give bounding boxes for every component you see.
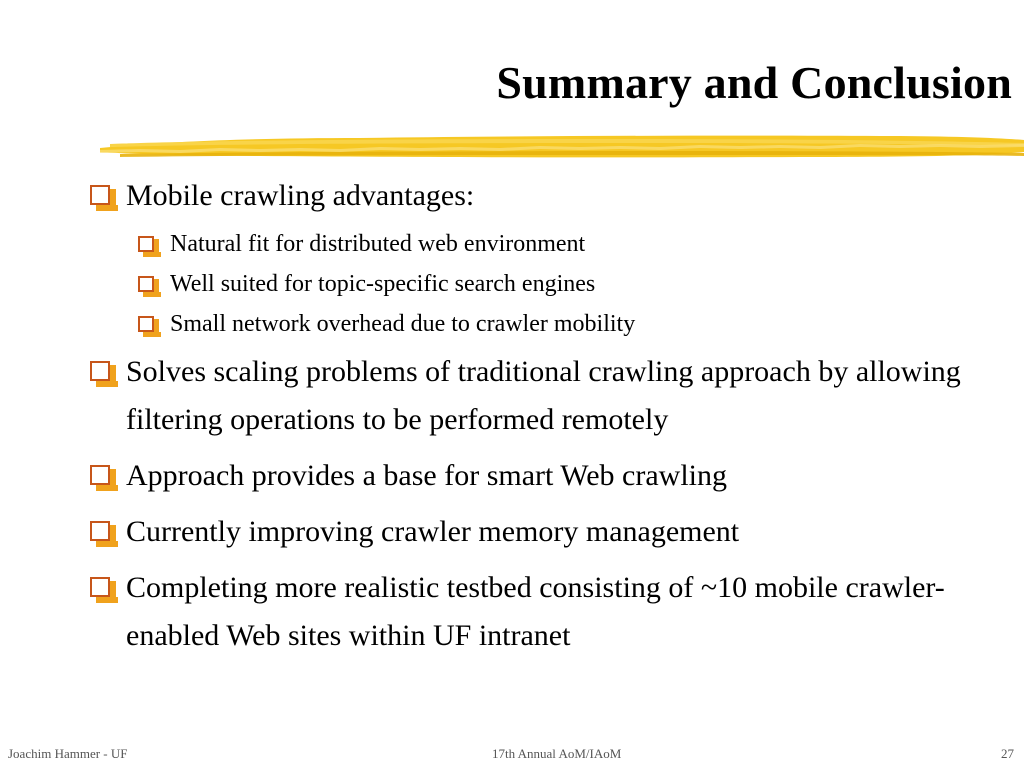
bullet-list [90,172,990,660]
bullet-item [90,564,990,660]
slide-title: Summary and Conclusion [496,57,1012,108]
slide-number: 27 [1001,746,1014,761]
sub-bullet-text: Well suited for topic-specific search engines [170,271,596,297]
bullet-text: Completing more realistic testbed consisting of ~10 mobile crawler-enabled Web sites within UF intranet [126,571,945,652]
hollow-square-bullet-icon [90,521,110,541]
hollow-square-bullet-icon [138,236,154,252]
hollow-square-bullet-icon [90,577,110,597]
footer-author: Joachim Hammer - UF [8,746,128,761]
bullet-item [90,172,990,220]
hollow-square-bullet-icon [90,465,110,485]
bullet-item [90,452,990,500]
hollow-square-bullet-icon [90,361,110,381]
hollow-square-bullet-icon [138,316,154,332]
title-underline-brush [100,126,1024,166]
sub-bullet-text: Natural fit for distributed web environment [170,231,586,257]
hollow-square-bullet-icon [90,185,110,205]
bullet-text: Mobile crawling advantages: [126,179,475,212]
sub-bullet-item [90,228,990,260]
bullet-item [90,348,990,444]
bullet-text: Solves scaling problems of traditional crawling approach by allowing filtering operations to be performed remotely [126,355,961,436]
hollow-square-bullet-icon [138,276,154,292]
bullet-item [90,508,990,556]
bullet-text: Currently improving crawler memory management [126,515,740,548]
footer-event: 17th Annual AoM/IAoM [492,746,622,761]
sub-bullet-text: Small network overhead due to crawler mobility [170,311,636,337]
sub-bullet-item [90,308,990,340]
bullet-text: Approach provides a base for smart Web crawling [126,459,727,492]
sub-bullet-item [90,268,990,300]
